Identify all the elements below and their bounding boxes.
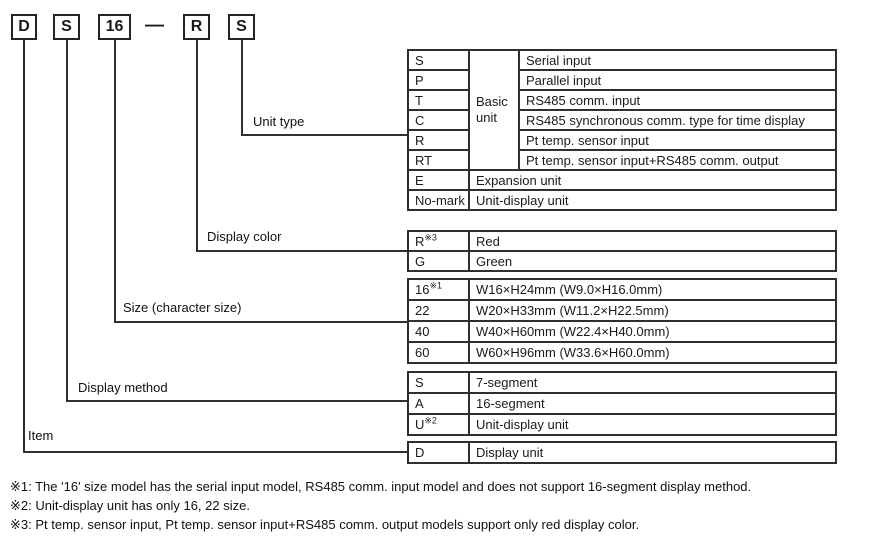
- table-row: [408, 170, 836, 190]
- code-cell: S: [408, 50, 469, 70]
- desc-cell: Parallel input: [519, 70, 836, 90]
- table-row: [408, 393, 836, 414]
- table-row: [408, 414, 836, 435]
- code-cell: RT: [408, 150, 469, 170]
- display-method-label: Display method: [78, 380, 168, 395]
- size-table: [407, 278, 837, 364]
- code-box-unit-type: [228, 14, 255, 40]
- footnote-reference-mark: ※1: [429, 280, 443, 291]
- footnote-1: ※1: The '16' size model has the serial input model, RS485 comm. input model and does not support 16-segment display method.: [10, 479, 752, 494]
- desc-cell: 16-segment: [469, 393, 836, 414]
- code-box-label: 16: [105, 18, 124, 35]
- connector-item-horizontal: [23, 451, 407, 453]
- code-box-label: S: [236, 18, 247, 35]
- table-row: [408, 442, 836, 463]
- code-box-size: [98, 14, 131, 40]
- table-row: [408, 300, 836, 321]
- table-row: [408, 321, 836, 342]
- code-cell: R: [408, 130, 469, 150]
- connector-size-horizontal: [114, 321, 407, 323]
- display-color-label: Display color: [207, 229, 282, 244]
- code-cell: 60: [408, 342, 469, 363]
- code-cell: S: [408, 372, 469, 393]
- code-cell: $U^{※2}$: [408, 414, 469, 435]
- desc-cell: Expansion unit: [469, 170, 836, 190]
- unit-type-table: [407, 49, 837, 211]
- code-cell: G: [408, 251, 469, 271]
- desc-cell: RS485 comm. input: [519, 90, 836, 110]
- desc-cell: RS485 synchronous comm. type for time display: [519, 110, 836, 130]
- footnotes: [10, 477, 751, 534]
- code-cell: 16$^{※1}$: [408, 279, 469, 300]
- code-cell: No-mark: [408, 190, 469, 210]
- connector-display-color-vertical: [196, 40, 198, 252]
- code-box-item: [11, 14, 37, 40]
- footnote-3: ※3: Pt temp. sensor input, Pt temp. sensor input+RS485 comm. output models support only red display color.: [10, 517, 640, 532]
- code-box-label: D: [18, 18, 30, 35]
- display-color-table: [407, 230, 837, 272]
- desc-cell: Pt temp. sensor input: [519, 130, 836, 150]
- code-box-label: S: [61, 18, 72, 35]
- desc-cell: Red: [469, 231, 836, 251]
- table-row: [408, 231, 836, 251]
- code-cell: C: [408, 110, 469, 130]
- connector-item-vertical: [23, 40, 25, 453]
- desc-cell: W40×H60mm (W22.4×H40.0mm): [469, 321, 836, 342]
- desc-cell: Pt temp. sensor input+RS485 comm. output: [519, 150, 836, 170]
- size-label: Size (character size): [123, 300, 242, 315]
- table-row: [408, 372, 836, 393]
- desc-cell: Green: [469, 251, 836, 271]
- code-cell: E: [408, 170, 469, 190]
- table-row: [408, 50, 836, 70]
- desc-cell: Display unit: [469, 442, 836, 463]
- code-cell: D: [408, 442, 469, 463]
- code-cell: 40: [408, 321, 469, 342]
- table-row: [408, 279, 836, 300]
- code-box-display-method: [53, 14, 80, 40]
- desc-cell: Unit-display unit: [469, 190, 836, 210]
- code-separator-dash: —: [145, 15, 164, 36]
- connector-unit-type-horizontal: [241, 134, 407, 136]
- connector-size-vertical: [114, 40, 116, 323]
- code-cell: T: [408, 90, 469, 110]
- item-table: [407, 441, 837, 464]
- code-cell: P: [408, 70, 469, 90]
- connector-display-color-horizontal: [196, 250, 407, 252]
- display-method-table: [407, 371, 837, 436]
- item-label: Item: [28, 428, 54, 443]
- code-cell: $R^{※3}$: [408, 231, 469, 251]
- desc-cell: W16×H24mm (W9.0×H16.0mm): [469, 279, 836, 300]
- desc-cell: W20×H33mm (W11.2×H22.5mm): [469, 300, 836, 321]
- desc-cell: Unit-display unit: [469, 414, 836, 435]
- group-cell: Basic unit: [469, 50, 519, 170]
- footnote-reference-mark: ※3: [424, 232, 437, 243]
- connector-display-method-horizontal: [66, 400, 407, 402]
- code-cell: 22: [408, 300, 469, 321]
- code-cell: A: [408, 393, 469, 414]
- table-row: [408, 342, 836, 363]
- table-row: [408, 190, 836, 210]
- code-box-display-color: [183, 14, 210, 40]
- table-row: [408, 251, 836, 271]
- desc-cell: 7-segment: [469, 372, 836, 393]
- unit-type-label: Unit type: [253, 114, 305, 129]
- footnote-reference-mark: ※2: [424, 415, 437, 426]
- footnote-2: ※2: Unit-display unit has only 16, 22 size.: [10, 498, 250, 513]
- connector-unit-type-vertical: [241, 40, 243, 136]
- connector-display-method-vertical: [66, 40, 68, 402]
- code-box-label: R: [190, 18, 203, 35]
- desc-cell: W60×H96mm (W33.6×H60.0mm): [469, 342, 836, 363]
- desc-cell: Serial input: [519, 50, 836, 70]
